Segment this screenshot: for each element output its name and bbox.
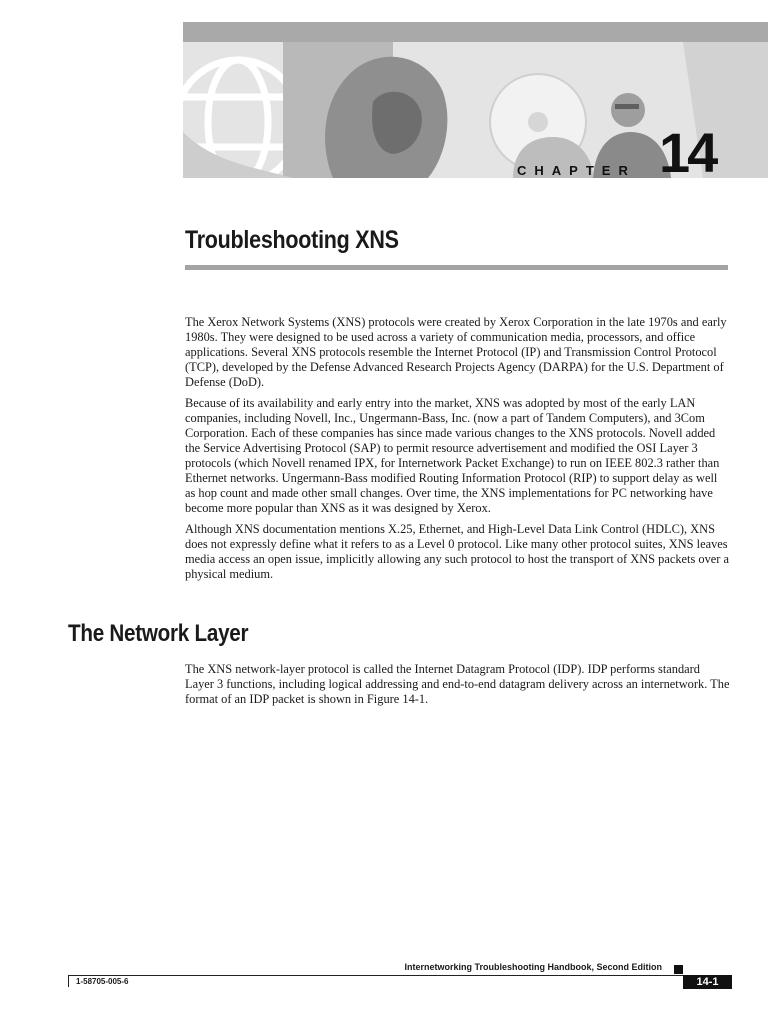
- page-title: Troubleshooting XNS: [185, 226, 399, 254]
- isbn: 1-58705-005-6: [76, 977, 129, 986]
- footer-book-title: Internetworking Troubleshooting Handbook, Second Edition: [404, 962, 662, 972]
- section-heading: The Network Layer: [68, 620, 249, 647]
- title-rule: [185, 265, 728, 270]
- banner-top-strip: [183, 22, 768, 42]
- intro-paragraph-3: Although XNS documentation mentions X.25, Ethernet, and High-Level Data Link Control (HDLC), XNS does not expressly define what it refers to as a Level 0 protocol. Like many other protocol suites, XNS leaves media access an open issue, implicitly allowing any such protocol to host the transport of XNS packets over a physical medium.: [185, 522, 730, 581]
- footer-rule: [68, 975, 732, 976]
- chapter-number: 14: [659, 121, 716, 184]
- section-text: [185, 662, 730, 713]
- page-number: 14-1: [683, 975, 732, 989]
- chapter-label: CHAPTER: [517, 163, 636, 178]
- footer-tick: [68, 975, 69, 987]
- intro-paragraph-1: The Xerox Network Systems (XNS) protocols were created by Xerox Corporation in the late 1970s and early 1980s. They were designed to be used across a variety of communication media, processors, and office applications. Several XNS protocols resemble the Internet Protocol (IP) and Transmission Control Protocol (TCP), developed by the Defense Advanced Research Projects Agency (DARPA) for the U.S. Department of Defense (DoD).: [185, 315, 727, 389]
- intro-text: [185, 315, 730, 588]
- section-paragraph: The XNS network-layer protocol is called the Internet Datagram Protocol (IDP). IDP performs standard Layer 3 functions, including logical addressing and end-to-end datagram delivery across an internetwork. The format of an IDP packet is shown in Figure 14-1.: [185, 662, 730, 706]
- intro-paragraph-2: Because of its availability and early entry into the market, XNS was adopted by most of the early LAN companies, including Novell, Inc., Ungermann-Bass, Inc. (now a part of Tandem Computers), and 3Com Corporation. Each of these companies has since made various changes to the XNS protocols. Novell added the Service Advertising Protocol (SAP) to permit resource advertisement and modified the OSI Layer 3 protocols (which Novell renamed IPX, for Internetwork Packet Exchange) to run on IEEE 802.3 rather than Ethernet networks. Ungermann-Bass modified Routing Information Protocol (RIP) to support delay as well as hop count and made other small changes. Over time, the XNS implementations for PC networking have become more popular than XNS as it was designed by Xerox.: [185, 396, 720, 515]
- footer-marker: [674, 965, 683, 974]
